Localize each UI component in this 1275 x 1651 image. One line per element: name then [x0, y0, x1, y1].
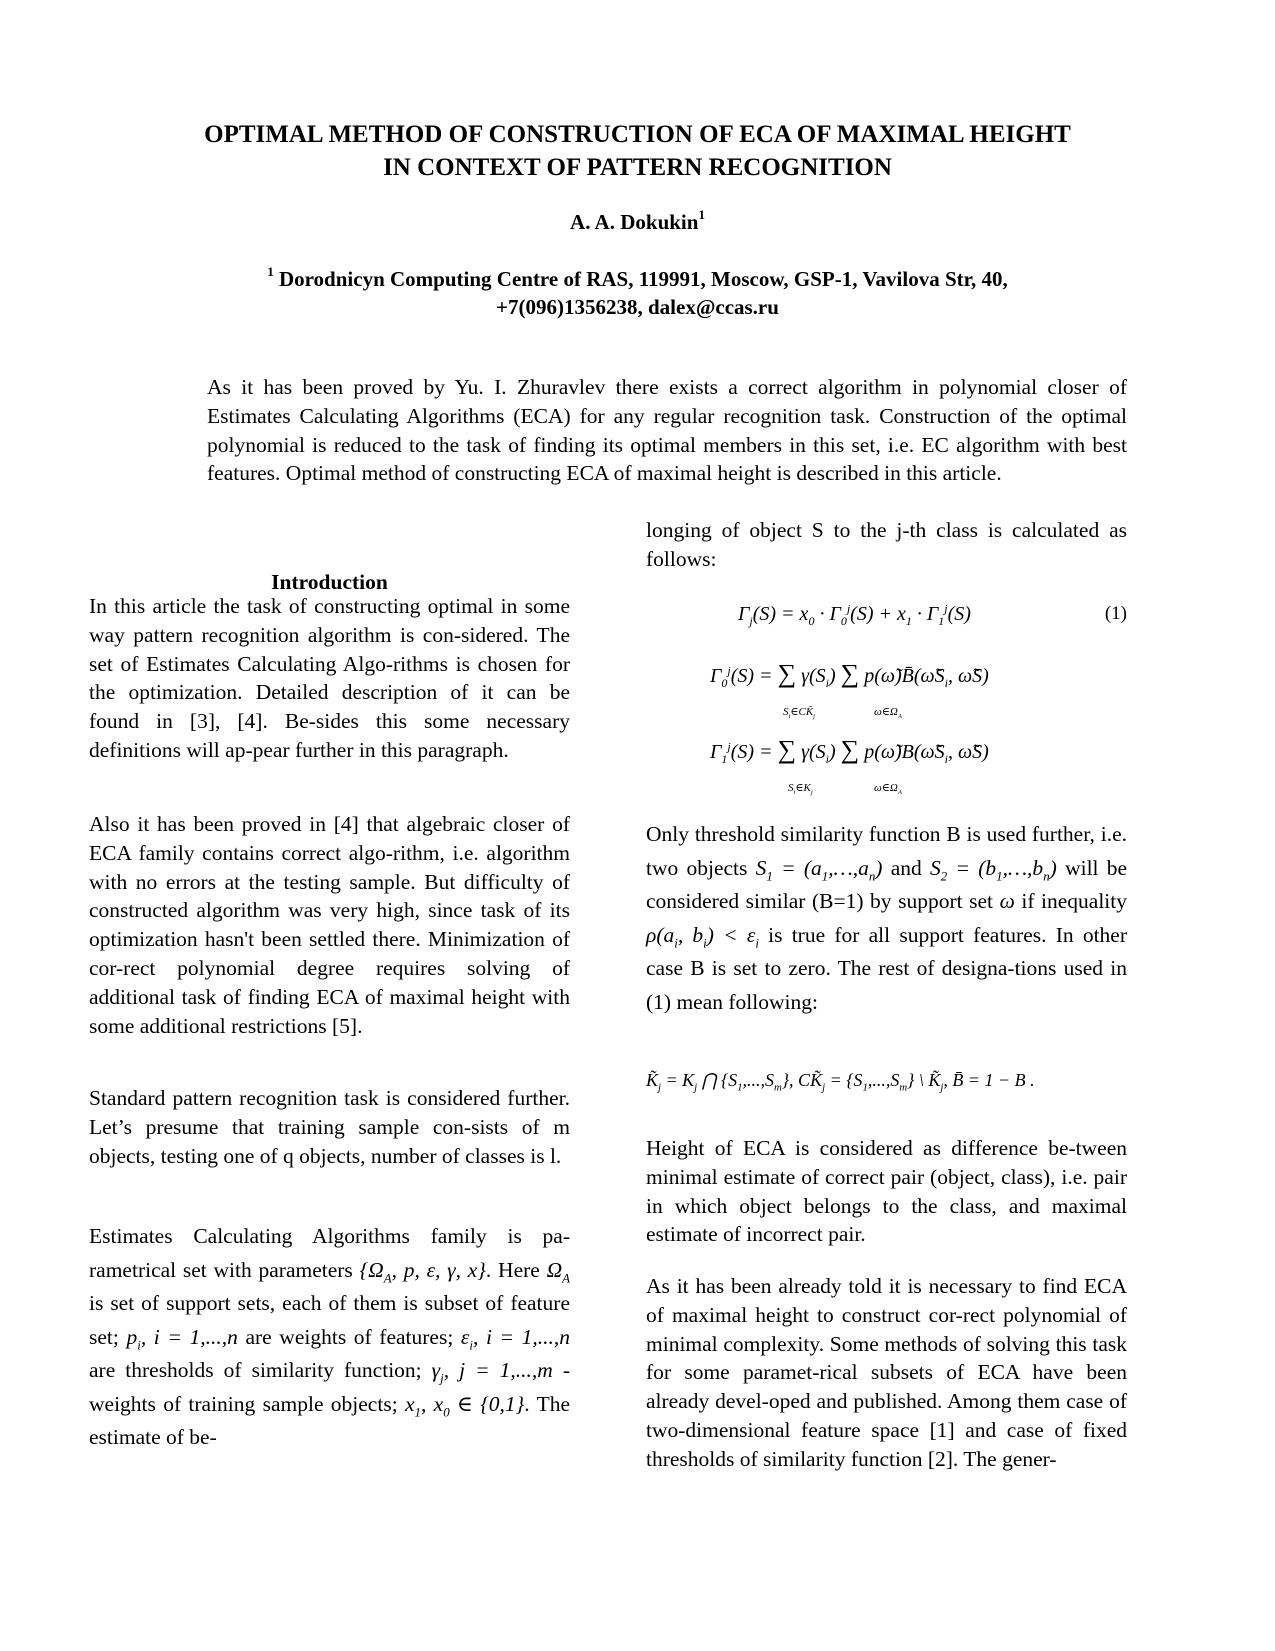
affiliation-line-2: +7(096)1356238, dalex@ccas.ru	[496, 295, 779, 319]
right-paragraph-methods: As it has been already told it is necessary to find ECA of maximal height to construct cor-rect polynomial of minimal complexity. Some methods of solving this task for some paramet-rical subsets of ECA have been already devel-oped and published. Among them case of two-dimensional feature space [1] and case of fixed thresholds of similarity function [2]. The gener-	[646, 1274, 1127, 1471]
omega-a-symbol: $\Omega_A$	[546, 1257, 571, 1285]
paper-title	[60, 118, 1215, 184]
equation-number: (1)	[1104, 603, 1127, 624]
object-weights-formula: $\gamma_j$, j = 1,...,m	[431, 1358, 553, 1386]
thresholds-formula: $\varepsilon_i$, i = 1,...,n	[460, 1324, 571, 1352]
x-coefficients-formula: $x_1$, $x_0$ ∈ {0,1}	[404, 1391, 525, 1419]
omega-symbol: ω	[999, 889, 1015, 913]
affiliation-line-1: Dorodnicyn Computing Centre of RAS, 119991, Moscow, GSP-1, Vavilova Str, 40,	[278, 267, 1008, 291]
equation-gamma-1: $\Gamma_1^j(S)$ = ∑ $\gamma(S_i)$ ∑ $p(\omegã)B(\omegãS_i$, ω̃S) $S_i\in K_j$ $\omega\in\Omega_A$	[710, 735, 989, 797]
title-line-1: OPTIMAL METHOD OF CONSTRUCTION OF ECA OF MAXIMAL HEIGHT	[204, 121, 1071, 148]
inequality-formula: $\rho(a_i$, $b_i) < \varepsilon_i$	[646, 922, 759, 950]
intro-paragraph-2: Also it has been proved in [4] that algebraic closer of ECA family contains correct algo-rithm, i.e. algorithm with no errors at the testing sample. But difficulty of constructed algorithm was very high, since task of its optimization hasn't been settled there. Minimization of cor-rect polynomial degree requires solving of additional task of finding ECA of maximal height with some additional restrictions [5].	[89, 812, 570, 1038]
affiliation-mark: 1	[267, 264, 274, 280]
affiliation	[60, 265, 1215, 321]
title-line-2: IN CONTEXT OF PATTERN RECOGNITION	[383, 154, 892, 181]
equation-gamma-0: $\Gamma_0^j(S)$ = ∑ $\gamma(S_i)$ ∑ $p(\omegã)B̄(\omegãS_i$, ω̃S) $S_i\in CK̃_j$ $\omega\in\Omega_A$	[710, 659, 989, 721]
author-name: A. A. Dokukin	[570, 210, 699, 234]
right-paragraph-similarity: Only threshold similarity function B is used further, i.e. two objects $S_1$ = $(a_1,\dots,a_n)$ and $S_2$ = $(b_1,\dots,b_n)$ will be considered similar (B=1) by support set ω if inequality $\rho(a_i$, $b_i) < \varepsilon_i$ is true for all support features. In other case B is set to zero. The rest of designa-tions used in (1) mean following:	[646, 822, 1128, 1014]
right-paragraph-lead: longing of object S to the j-th class is calculated as follows:	[646, 518, 1127, 571]
intro-paragraph-4: Estimates Calculating Algorithms family is pa-rametrical set with parameters {$\Omega_A$, p, ε, γ, x}. Here $\Omega_A$ is set of support sets, each of them is subset of feature set; $p_i$, i = 1,...,n are weights of features; $\varepsilon_i$, i = 1,...,n are thresholds of similarity function; $\gamma_j$, j = 1,...,m - weights of training sample objects; $x_1$, $x_0$ ∈ {0,1}. The estimate of be-	[89, 1224, 571, 1449]
section-heading-introduction: Introduction	[271, 570, 388, 594]
intro-paragraph-1: In this article the task of constructing optimal in some way pattern recognition algorithm is con-sidered. The set of Estimates Calculating Algo-rithms is chosen for the optimization. Detailed description of it can be found in [3], [4]. Be-sides this some necessary definitions will ap-pear further in this paragraph.	[89, 594, 570, 762]
author-mark: 1	[698, 207, 705, 223]
designations-formula: $K̃_j = K_j$ ⋂ $\{S_1,...,S_m\}$, $CK̃_j = \{S_1,...,S_m\}$ \ $K̃_j$, B̄ = 1 − B .	[646, 1070, 1035, 1094]
abstract: As it has been proved by Yu. I. Zhuravlev there exists a correct algorithm in polynomial closer of Estimates Calculating Algorithms (ECA) for any regular recognition task. Construction of the optimal polynomial is reduced to the task of finding its optimal members in this set, i.e. EC algorithm with best features. Optimal method of constructing ECA of maximal height is described in this article.	[207, 375, 1127, 486]
parameter-set-formula: {$\Omega_A$, p, ε, γ, x}	[359, 1257, 486, 1285]
intro-paragraph-3: Standard pattern recognition task is considered further. Let’s presume that training sample con-sists of m objects, testing one of q objects, number of classes is l.	[89, 1086, 570, 1168]
right-paragraph-height: Height of ECA is considered as difference be-tween minimal estimate of correct pair (object, class), i.e. pair in which object belongs to the class, and maximal estimate of incorrect pair.	[646, 1136, 1127, 1247]
author	[60, 209, 1215, 235]
s1-formula: $S_1$ = $(a_1,\dots,a_n)$	[755, 855, 883, 883]
s2-formula: $S_2$ = $(b_1,\dots,b_n)$	[930, 855, 1057, 883]
weights-formula: $p_i$, i = 1,...,n	[126, 1324, 238, 1352]
